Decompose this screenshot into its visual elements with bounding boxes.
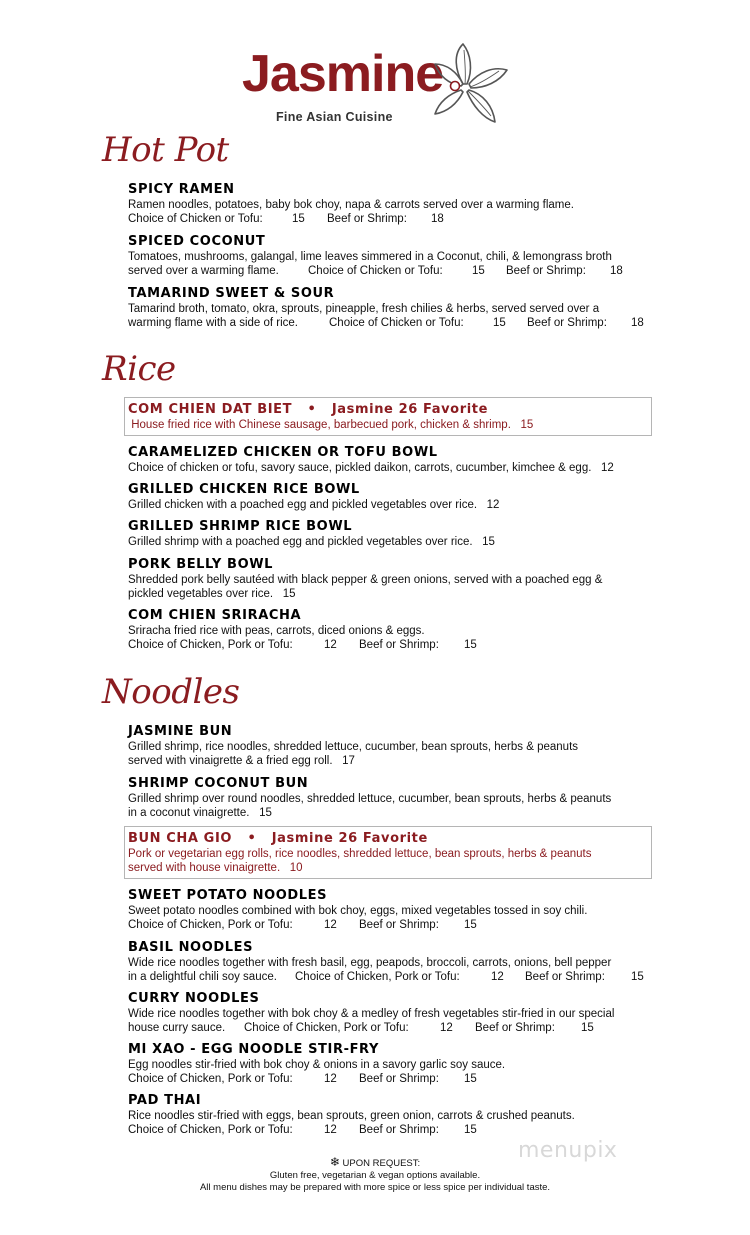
item-name: GRILLED SHRIMP RICE BOWL <box>128 519 353 534</box>
logo-wordmark: Jasmine <box>242 45 444 103</box>
favorite-badge: Jasmine 26 Favorite <box>271 831 428 846</box>
option-price: 15 <box>631 971 644 983</box>
item-name: PORK BELLY BOWL <box>128 557 274 572</box>
option-label: Beef or Shrimp: <box>359 1073 439 1085</box>
item-description: Grilled shrimp over round noodles, shredded lettuce, cucumber, bean sprouts, herbs & peanuts <box>128 793 612 805</box>
menu-item-spiced-coconut <box>128 233 648 278</box>
item-name: BASIL NOODLES <box>128 940 254 955</box>
item-description: Egg noodles stir-fried with bok choy & onions in a savory garlic soy sauce. <box>128 1059 506 1071</box>
option-price: 15 <box>472 265 485 277</box>
item-price: 15 <box>520 419 534 431</box>
menu-item-curry-noodles <box>128 990 648 1035</box>
option-label: Beef or Shrimp: <box>506 265 586 277</box>
menu-item-mi-xao <box>128 1041 648 1086</box>
favorite-item-name: COM CHIEN DAT BIET <box>128 402 293 417</box>
option-price: 15 <box>581 1022 594 1034</box>
item-desc-text: pickled vegetables over rice. <box>128 588 274 600</box>
item-description: Pork or vegetarian egg rolls, rice noodles, shredded lettuce, bean sprouts, herbs & peanuts <box>128 848 592 860</box>
item-description-cont: house curry sauce. <box>128 1022 226 1034</box>
option-label: Choice of Chicken or Tofu: <box>308 265 443 277</box>
footer-line-spice: All menu dishes may be prepared with more spice or less spice per individual taste. <box>199 1182 551 1193</box>
jasmine-flower-icon <box>433 40 509 130</box>
favorite-box-com-chien-dat-biet <box>124 397 652 436</box>
item-name <box>128 401 651 418</box>
item-description <box>128 498 648 512</box>
menu-item-caramelized-bowl <box>128 444 648 475</box>
menupix-watermark: menupix <box>518 1138 618 1163</box>
item-options <box>128 1072 648 1086</box>
option-label: Choice of Chicken, Pork or Tofu: <box>244 1022 409 1034</box>
option-price: 15 <box>464 1073 477 1085</box>
favorite-separator: • <box>247 831 257 846</box>
item-description-cont <box>128 754 648 768</box>
option-price: 15 <box>493 317 506 329</box>
item-name: CARAMELIZED CHICKEN OR TOFU BOWL <box>128 445 438 460</box>
option-price: 15 <box>464 919 477 931</box>
item-price: 12 <box>601 462 614 474</box>
option-label: Choice of Chicken, Pork or Tofu: <box>128 1124 293 1136</box>
option-price: 15 <box>292 213 305 225</box>
item-description: Grilled shrimp, rice noodles, shredded lettuce, cucumber, bean sprouts, herbs & peanuts <box>128 741 579 753</box>
item-name: SWEET POTATO NOODLES <box>128 888 328 903</box>
footer-line-upon-request <box>0 1156 750 1170</box>
favorite-box-bun-cha-gio <box>124 826 652 879</box>
item-name <box>128 830 651 847</box>
item-desc-text: Choice of chicken or tofu, savory sauce, pickled daikon, carrots, cucumber, kimchee & egg. <box>128 462 592 474</box>
item-desc-text: Grilled chicken with a poached egg and pickled vegetables over rice. <box>128 499 478 511</box>
menu-item-grilled-shrimp-rice-bowl <box>128 518 648 549</box>
menu-item-shrimp-coconut-bun <box>128 775 648 820</box>
item-price: 10 <box>289 862 303 874</box>
logo-tagline: Fine Asian Cuisine <box>276 110 393 124</box>
item-description: Ramen noodles, potatoes, baby bok choy, napa & carrots served over a warming flame. <box>128 199 574 211</box>
option-price: 15 <box>464 1124 477 1136</box>
option-label: Choice of Chicken, Pork or Tofu: <box>128 919 293 931</box>
option-price: 18 <box>431 213 444 225</box>
item-options <box>128 970 648 984</box>
item-description: Wide rice noodles together with fresh basil, egg, peapods, broccoli, carrots, onions, bell pepper <box>128 957 612 969</box>
footer-notes <box>0 1156 750 1194</box>
option-price: 15 <box>464 639 477 651</box>
option-label: Beef or Shrimp: <box>327 213 407 225</box>
item-desc-text: Grilled shrimp with a poached egg and pickled vegetables over rice. <box>128 536 473 548</box>
item-options <box>128 316 648 330</box>
option-price: 12 <box>324 919 337 931</box>
item-options <box>128 1021 648 1035</box>
item-options <box>128 918 648 932</box>
item-price: 17 <box>342 755 355 767</box>
item-options <box>128 638 648 652</box>
snowflake-icon: ❄ <box>329 1155 340 1169</box>
item-options <box>128 212 648 226</box>
footer-heading: UPON REQUEST: <box>342 1158 421 1169</box>
option-label: Beef or Shrimp: <box>525 971 605 983</box>
item-price: 15 <box>282 588 296 600</box>
item-name: SPICY RAMEN <box>128 182 235 197</box>
item-name: GRILLED CHICKEN RICE BOWL <box>128 482 360 497</box>
option-label: Choice of Chicken or Tofu: <box>329 317 464 329</box>
option-label: Choice of Chicken, Pork or Tofu: <box>128 1073 293 1085</box>
menu-item-basil-noodles <box>128 939 648 984</box>
item-description: Sriracha fried rice with peas, carrots, diced onions & eggs. <box>128 625 425 637</box>
option-price: 18 <box>631 317 644 329</box>
item-description: Sweet potato noodles combined with bok choy, eggs, mixed vegetables tossed in soy chili. <box>128 905 588 917</box>
item-desc-text: served with house vinaigrette. <box>128 862 281 874</box>
option-price: 12 <box>491 971 504 983</box>
item-name: PAD THAI <box>128 1093 202 1108</box>
item-price: 12 <box>486 499 500 511</box>
item-description-cont: served over a warming flame. <box>128 265 279 277</box>
menu-item-tamarind-sweet-sour <box>128 285 648 330</box>
item-name: SPICED COCONUT <box>128 234 266 249</box>
item-name: TAMARIND SWEET & SOUR <box>128 286 335 301</box>
item-description: Tamarind broth, tomato, okra, sprouts, pineapple, fresh chilies & herbs, served served over a <box>128 303 600 315</box>
option-label: Choice of Chicken, Pork or Tofu: <box>128 639 293 651</box>
favorite-badge: Jasmine 26 Favorite <box>331 402 489 417</box>
option-label: Beef or Shrimp: <box>527 317 607 329</box>
option-label: Choice of Chicken, Pork or Tofu: <box>295 971 460 983</box>
section-title-hot-pot: Hot Pot <box>102 130 229 170</box>
favorite-desc: House fried rice with Chinese sausage, barbecued pork, chicken & shrimp. <box>131 419 511 431</box>
item-name: CURRY NOODLES <box>128 991 260 1006</box>
favorite-separator: • <box>307 402 317 417</box>
item-desc-text: served with vinaigrette & a fried egg roll. <box>128 755 333 767</box>
item-desc-text: in a coconut vinaigrette. <box>128 807 250 819</box>
option-label: Beef or Shrimp: <box>359 919 439 931</box>
menu-item-pad-thai <box>128 1092 648 1137</box>
item-description-cont <box>128 861 651 875</box>
item-description: Wide rice noodles together with bok choy & a medley of fresh vegetables stir-fried in our special <box>128 1008 615 1020</box>
section-title-noodles: Noodles <box>102 672 240 712</box>
item-name: COM CHIEN SRIRACHA <box>128 608 302 623</box>
option-price: 12 <box>440 1022 453 1034</box>
item-description-cont <box>128 587 648 601</box>
option-price: 12 <box>324 639 337 651</box>
option-price: 18 <box>610 265 623 277</box>
item-options <box>128 264 648 278</box>
restaurant-logo <box>240 40 510 135</box>
menu-item-com-chien-sriracha <box>128 607 648 652</box>
item-name: JASMINE BUN <box>128 724 233 739</box>
option-label: Beef or Shrimp: <box>359 639 439 651</box>
menu-item-jasmine-bun <box>128 723 648 768</box>
item-name: SHRIMP COCONUT BUN <box>128 776 309 791</box>
item-description-cont: in a delightful chili soy sauce. <box>128 971 277 983</box>
item-description-cont: warming flame with a side of rice. <box>128 317 299 329</box>
item-description: Rice noodles stir-fried with eggs, bean sprouts, green onion, carrots & crushed peanuts. <box>128 1110 575 1122</box>
item-description: Tomatoes, mushrooms, galangal, lime leaves simmered in a Coconut, chili, & lemongrass broth <box>128 251 612 263</box>
item-description-cont <box>128 806 648 820</box>
menu-item-grilled-chicken-rice-bowl <box>128 481 648 512</box>
section-title-rice: Rice <box>102 349 176 389</box>
item-description: Shredded pork belly sautéed with black pepper & green onions, served with a poached egg & <box>128 574 603 586</box>
item-options <box>128 1123 648 1137</box>
option-price: 12 <box>324 1073 337 1085</box>
option-price: 12 <box>324 1124 337 1136</box>
item-description <box>128 535 648 549</box>
favorite-item-name: BUN CHA GIO <box>128 831 233 846</box>
footer-line-options: Gluten free, vegetarian & vegan options available. <box>269 1170 481 1181</box>
item-description <box>128 461 648 475</box>
menu-item-pork-belly-bowl <box>128 556 648 601</box>
item-price: 15 <box>482 536 495 548</box>
item-description <box>128 418 651 432</box>
option-label: Choice of Chicken or Tofu: <box>128 213 263 225</box>
item-name: MI XAO - EGG NOODLE STIR-FRY <box>128 1042 379 1057</box>
menu-item-sweet-potato-noodles <box>128 887 648 932</box>
item-price: 15 <box>259 807 272 819</box>
option-label: Beef or Shrimp: <box>359 1124 439 1136</box>
option-label: Beef or Shrimp: <box>475 1022 555 1034</box>
menu-item-spicy-ramen <box>128 181 648 226</box>
